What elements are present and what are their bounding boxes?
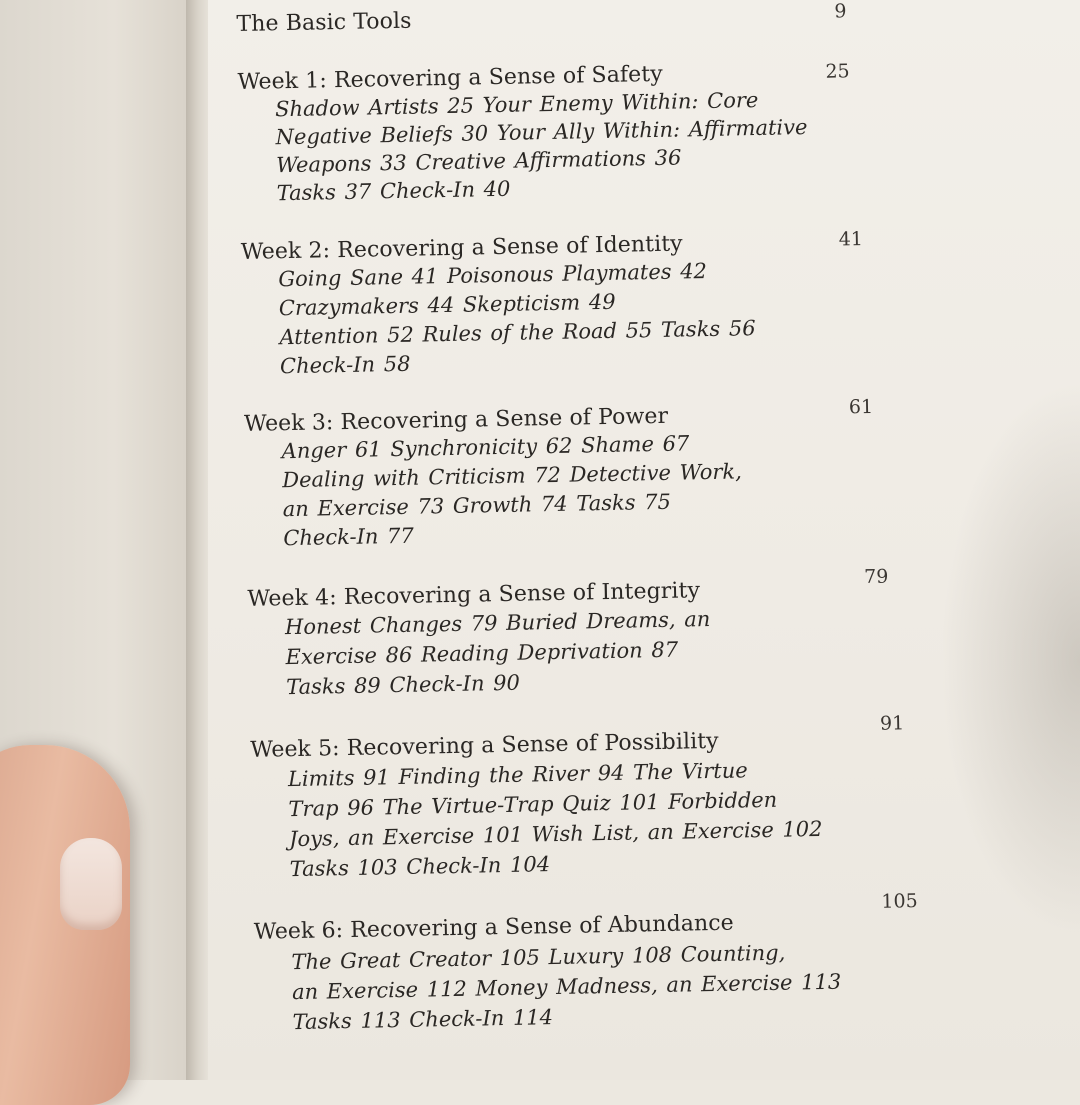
thumbnail-nail: [60, 838, 122, 930]
week-4-line-1: Honest Changes 79 Buried Dreams, an: [284, 607, 711, 640]
week-3-line-1: Anger 61 Synchronicity 62 Shame 67: [281, 431, 690, 464]
week-5-line-4: Tasks 103 Check-In 104: [289, 852, 551, 882]
week-6-title: Week 6: Recovering a Sense of Abundance: [253, 910, 735, 945]
week-3-line-2: Dealing with Criticism 72 Detective Work,: [281, 459, 743, 493]
week-1-line-4: Tasks 37 Check-In 40: [276, 176, 511, 206]
week-1-line-2: Negative Beliefs 30 Your Ally Within: Affirmative: [275, 115, 808, 150]
page-shadow: [940, 380, 1080, 940]
week-3-line-4: Check-In 77: [283, 523, 415, 551]
week-4-line-2: Exercise 86 Reading Deprivation 87: [285, 637, 679, 670]
week-6-line-1: The Great Creator 105 Luxury 108 Counting,: [291, 940, 786, 975]
week-5-line-3: Joys, an Exercise 101 Wish List, an Exercise 102: [288, 816, 823, 852]
toc-intro-title: The Basic Tools: [236, 8, 412, 37]
week-6-line-2: an Exercise 112 Money Madness, an Exercise 113: [291, 969, 842, 1005]
week-2-line-2: Crazymakers 44 Skepticism 49: [278, 289, 616, 321]
week-1-line-1: Shadow Artists 25 Your Enemy Within: Core: [274, 87, 759, 122]
table-of-contents: [236, 0, 937, 1080]
week-5-page: 91: [879, 712, 905, 735]
week-3-line-3: an Exercise 73 Growth 74 Tasks 75: [282, 489, 672, 522]
week-1-page: 25: [825, 60, 850, 83]
week-6-line-3: Tasks 113 Check-In 114: [292, 1005, 554, 1035]
week-5-line-2: Trap 96 The Virtue-Trap Quiz 101 Forbidden: [288, 787, 778, 822]
week-5-title: Week 5: Recovering a Sense of Possibility: [250, 728, 719, 763]
week-2-line-4: Check-In 58: [279, 351, 411, 379]
week-5-line-1: Limits 91 Finding the River 94 The Virtue: [287, 758, 748, 792]
week-3-page: 61: [848, 395, 874, 419]
week-6-page: 105: [881, 890, 918, 913]
week-1-line-3: Weapons 33 Creative Affirmations 36: [275, 145, 682, 178]
week-4-title: Week 4: Recovering a Sense of Integrity: [247, 578, 701, 612]
week-1-title: Week 1: Recovering a Sense of Safety: [237, 61, 664, 95]
week-4-page: 79: [863, 565, 889, 589]
week-2-page: 41: [838, 228, 864, 251]
week-2-line-1: Going Sane 41 Poisonous Playmates 42: [278, 259, 708, 292]
week-2-title: Week 2: Recovering a Sense of Identity: [240, 231, 683, 265]
week-4-line-3: Tasks 89 Check-In 90: [285, 670, 521, 700]
toc-intro-page: 9: [834, 0, 847, 23]
week-3-title: Week 3: Recovering a Sense of Power: [243, 403, 669, 437]
week-2-line-3: Attention 52 Rules of the Road 55 Tasks 56: [279, 316, 756, 350]
